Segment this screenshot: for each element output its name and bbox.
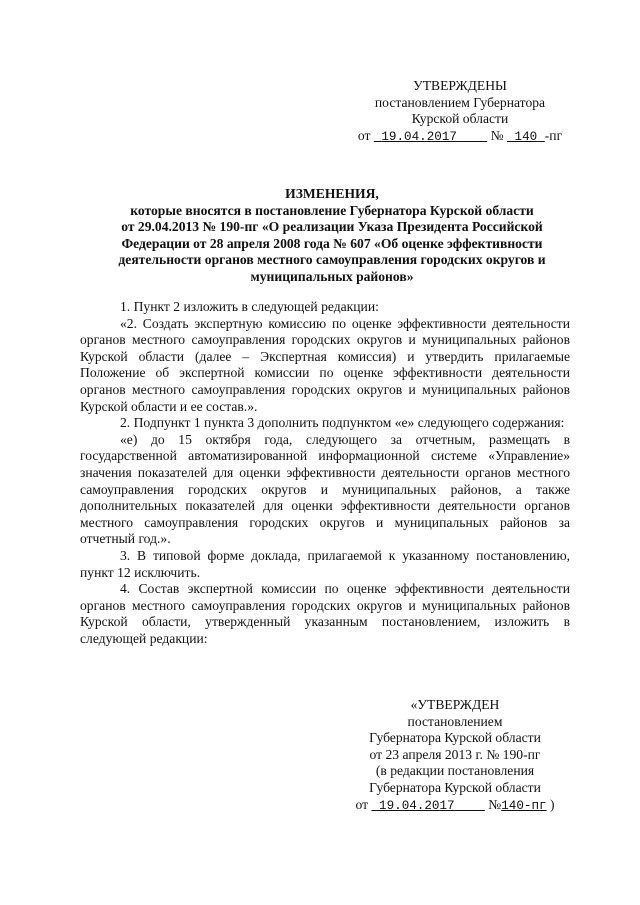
title-line: Федерации от 28 апреля 2008 года № 607 «Об оценке эффективности	[121, 235, 543, 251]
paragraph: 4. Состав экспертной комиссии по оценке эффективности деятельности органов местного самоуправления городских округов и муниципальных районов Курской области, утвержденный указанным постановлением, изложить в следующей редакции:	[80, 581, 570, 646]
title-line: от 29.04.2013 № 190-пг «О реализации Указа Президента Российской	[121, 219, 543, 235]
approval-number-label: №	[490, 127, 504, 143]
approval-title: УТВЕРЖДЕНЫ	[413, 78, 507, 93]
approval2-line: (в редакции постановления	[375, 763, 535, 779]
document-body	[80, 299, 570, 647]
approval2-line: Губернатора Курской области	[369, 779, 541, 795]
approval2-line: постановлением	[407, 713, 503, 729]
paragraph: 2. Подпункт 1 пункта 3 дополнить подпунктом «е» следующего содержания:	[120, 415, 565, 431]
title-line: которые вносятся в постановление Губернатора Курской области	[130, 202, 534, 218]
approval-from-label: от	[357, 127, 371, 143]
approval2-date-line	[320, 797, 590, 815]
paragraph: «е) до 15 октября года, следующего за отчетным, размещать в государственной автоматизированной информационной системе «Управление» значения показателей для оценки эффективности деятельности органов местного самоуправления городских округов и муниципальных районов, а также дополнительных показателей для оценки эффективности деятельности органов местного самоуправления городских округов и муниципальных районов за отчетный год.».	[80, 431, 570, 547]
approval2-line: Губернатора Курской области	[369, 730, 541, 746]
paragraph: «2. Создать экспертную комиссию по оценке эффективности деятельности органов местного самоуправления городских округов и муниципальных районов Курской области (далее – Экспертная комиссия) и утвердить прилагаемые Положение об экспертной комиссии по оценке эффективности деятельности органов местного самоуправления городских округов и муниципальных районов Курской области и ее состав.».	[80, 315, 570, 414]
approval-number: 140	[514, 129, 538, 144]
approval-line-decree: постановлением Губернатора	[374, 94, 546, 110]
approval2-close: )	[549, 796, 555, 812]
document-title	[84, 186, 580, 286]
title-heading: ИЗМЕНЕНИЯ,	[285, 186, 379, 201]
approval-stamp-composition	[320, 697, 590, 814]
approval-number-suffix: -пг	[544, 127, 563, 143]
approval2-title: «УТВЕРЖДЕН	[410, 697, 500, 712]
approval-stamp	[330, 78, 590, 145]
approval2-date: 19.04.2017	[379, 798, 455, 813]
approval-date: 19.04.2017	[381, 129, 457, 144]
title-line: деятельности органов местного самоуправления городских округов и	[118, 252, 546, 268]
approval2-from-label: от	[355, 796, 369, 812]
approval2-line: от 23 апреля 2013 г. № 190-пг	[369, 746, 541, 762]
approval-date-line	[330, 128, 590, 146]
paragraph: 3. В типовой форме доклада, прилагаемой к указанному постановлению, пункт 12 исключить.	[80, 547, 570, 580]
approval2-number-label: №	[488, 796, 502, 812]
title-line: муниципальных районов»	[250, 268, 414, 284]
approval-line-region: Курской области	[411, 111, 509, 127]
paragraph: 1. Пункт 2 изложить в следующей редакции:	[120, 299, 379, 314]
approval2-number: 140-пг	[501, 798, 547, 813]
